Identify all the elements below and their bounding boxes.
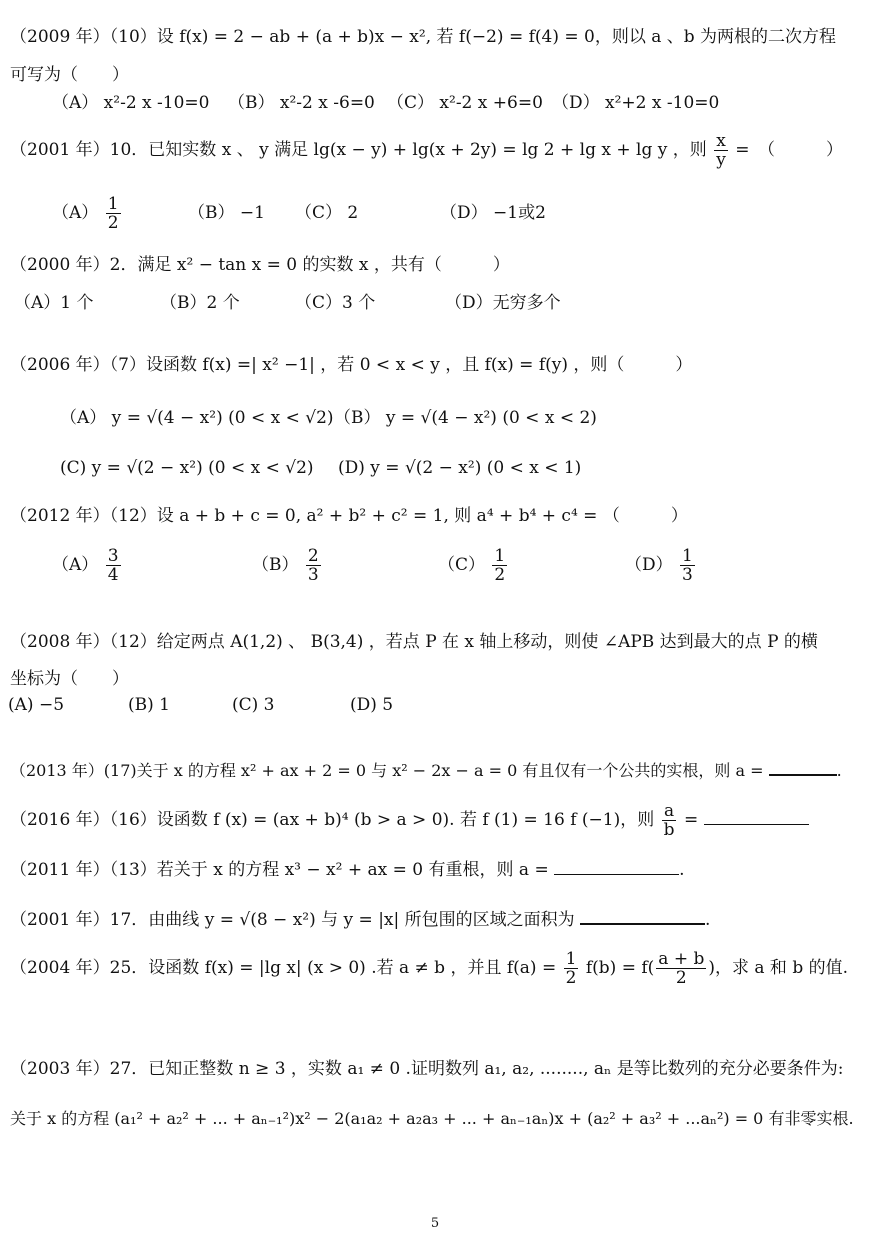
q2011-answer-blank[interactable] — [554, 858, 679, 875]
q2009-option-c: （C） x²-2 x +6=0 — [387, 93, 543, 113]
q2000-option-d: （D）无穷多个 — [445, 293, 561, 313]
q2004-ab-num: a + b — [658, 949, 705, 969]
q2004-stem: （2004 年）25．设函数 f(x) = |lg x| (x > 0) .若 a ≠ b ，并且 f(a) = — [10, 958, 557, 978]
q2012-opt-c-label: （C） — [438, 555, 486, 575]
q2013-stem: （2013 年）(17)关于 x 的方程 x² + ax + 2 = 0 与 x² − 2x − a = 0 有且仅有一个公共的实根，则 a = — [10, 761, 764, 780]
q2012-opt-b-label: （B） — [252, 555, 299, 575]
q2006-option-b: （B） y = √(4 − x²) (0 < x < 2) — [334, 408, 597, 428]
q2012-opt-c-num: 1 — [494, 546, 506, 566]
q2009-option-b: （B） x²-2 x -6=0 — [228, 93, 375, 113]
q2001a-opt-a-frac — [106, 195, 121, 232]
q2004-half-num: 1 — [565, 949, 577, 969]
q2012-opt-d-label: （D） — [625, 555, 673, 575]
q2016-stem: （2016 年）（16）设函数 f (x) = (ax + b)⁴ (b > a > 0). 若 f (1) = 16 f (−1)，则 — [10, 810, 655, 830]
q2012-stem: （2012 年）（12）设 a + b + c = 0, a² + b² + c² = 1, 则 a⁴ + b⁴ + c⁴ = （ ） — [10, 506, 688, 526]
q2006-option-a: （A） y = √(4 − x²) (0 < x < √2) — [60, 408, 334, 428]
q2004-mid: f(b) = f( — [585, 958, 655, 978]
q2001a-fraction — [714, 132, 728, 169]
q2001a-stem-line — [10, 130, 843, 170]
q2016-frac-den: b — [663, 820, 675, 840]
q2006-option-c: (C) y = √(2 − x²) (0 < x < √2) — [60, 458, 314, 478]
q2012-option-c — [438, 545, 509, 585]
q2006-stem: （2006 年）（7）设函数 f(x) =| x² −1| ，若 0 < x < y ，且 f(x) = f(y) ，则（ ） — [10, 355, 693, 375]
q2000-option-a: （A）1 个 — [14, 293, 94, 313]
q2012-opt-b-frac — [306, 547, 321, 584]
q2008-line2: 坐标为（ ） — [10, 669, 129, 689]
q2008-option-b: (B) 1 — [128, 695, 170, 715]
q2004-ab-frac — [656, 950, 706, 987]
q2013-end: . — [836, 761, 842, 780]
q2008-line1: （2008 年）（12）给定两点 A(1,2) 、 B(3,4) ，若点 P 在 x 轴上移动，则使 ∠APB 达到最大的点 P 的横 — [10, 632, 818, 652]
q2012-option-a — [52, 545, 123, 585]
q2016-fraction — [662, 802, 677, 839]
q2011-line — [10, 858, 685, 881]
q2001b-answer-blank[interactable] — [580, 907, 705, 925]
q2004-half-frac — [564, 950, 579, 987]
q2001a-opt-a-label: （A） — [52, 203, 99, 223]
q2012-opt-a-frac — [106, 547, 121, 584]
q2001b-stem: （2001 年）17．由曲线 y = √(8 − x²) 与 y = |x| 所包围的区域之面积为 — [10, 910, 575, 930]
q2009-option-d: （D） x²+2 x -10=0 — [552, 93, 720, 113]
q2006-option-d: (D) y = √(2 − x²) (0 < x < 1) — [338, 458, 582, 478]
q2000-option-b: （B）2 个 — [160, 293, 240, 313]
q2012-opt-c-den: 2 — [494, 565, 506, 585]
q2001b-line — [10, 907, 710, 931]
q2016-frac-num: a — [664, 801, 675, 821]
q2001a-opt-a-num: 1 — [107, 194, 119, 214]
q2004-ab-den: 2 — [675, 968, 687, 988]
q2001a-stem: （2001 年）10．已知实数 x 、 y 满足 lg(x − y) + lg(x + 2y) = lg 2 + lg x + lg y ，则 — [10, 140, 707, 160]
q2012-opt-a-num: 3 — [107, 546, 119, 566]
q2008-option-c: (C) 3 — [232, 695, 275, 715]
q2003-line2: 关于 x 的方程 (a₁² + a₂² + ... + aₙ₋₁²)x² − 2(a₁a₂ + a₂a₃ + ... + aₙ₋₁aₙ)x + (a₂² + a₃² + ...aₙ²) = 0 有非零实根. — [10, 1109, 854, 1128]
q2003-line1: （2003 年）27．已知正整数 n ≥ 3 ，实数 a₁ ≠ 0 .证明数列 a₁, a₂, ........, aₙ 是等比数列的充分必要条件为: — [10, 1059, 844, 1079]
q2012-opt-b-den: 3 — [307, 565, 319, 585]
page-number: 5 — [430, 1216, 440, 1231]
q2001b-end: . — [705, 910, 711, 930]
q2004-line — [10, 946, 848, 990]
q2011-end: . — [679, 860, 685, 880]
q2012-opt-c-frac — [492, 547, 507, 584]
q2000-stem: （2000 年）2．满足 x² − tan x = 0 的实数 x ，共有（ ） — [10, 255, 510, 275]
q2001a-opt-a-den: 2 — [107, 213, 119, 233]
q2009-option-a: （A） x²-2 x -10=0 — [52, 93, 210, 113]
q2013-answer-blank[interactable] — [769, 758, 837, 776]
q2001a-option-b: （B） −1 — [188, 203, 265, 223]
q2011-stem: （2011 年）（13）若关于 x 的方程 x³ − x² + ax = 0 有重根，则 a = — [10, 860, 549, 880]
q2012-opt-a-label: （A） — [52, 555, 99, 575]
q2012-opt-d-frac — [680, 547, 695, 584]
q2001a-frac-num: x — [716, 131, 726, 151]
q2009-line1: （2009 年）（10）设 f(x) = 2 − ab + (a + b)x − x², 若 f(−2) = f(4) = 0，则以 a 、b 为两根的二次方程 — [10, 27, 837, 47]
q2000-option-c: （C）3 个 — [295, 293, 376, 313]
q2001a-frac-den: y — [716, 150, 726, 170]
q2013-line — [10, 758, 842, 782]
q2012-option-b — [252, 545, 323, 585]
q2016-answer-blank[interactable] — [704, 808, 809, 825]
q2001a-option-c: （C） 2 — [295, 203, 359, 223]
q2012-option-d — [625, 545, 697, 585]
q2009-line2: 可写为（ ） — [10, 65, 129, 85]
q2008-option-d: (D) 5 — [350, 695, 394, 715]
q2001a-option-a — [52, 193, 123, 233]
q2012-opt-d-den: 3 — [682, 565, 693, 585]
q2004-end: )，求 a 和 b 的值. — [708, 958, 849, 978]
q2001a-option-d: （D） −1或2 — [440, 203, 546, 223]
q2008-option-a: (A) −5 — [8, 695, 65, 715]
q2004-half-den: 2 — [565, 968, 577, 988]
q2016-eq: = — [683, 810, 699, 830]
q2001a-stem-end: = （ ） — [735, 140, 843, 160]
q2012-opt-d-num: 1 — [682, 546, 693, 566]
q2012-opt-b-num: 2 — [307, 546, 319, 566]
q2016-line — [10, 800, 809, 840]
q2012-opt-a-den: 4 — [107, 565, 119, 585]
